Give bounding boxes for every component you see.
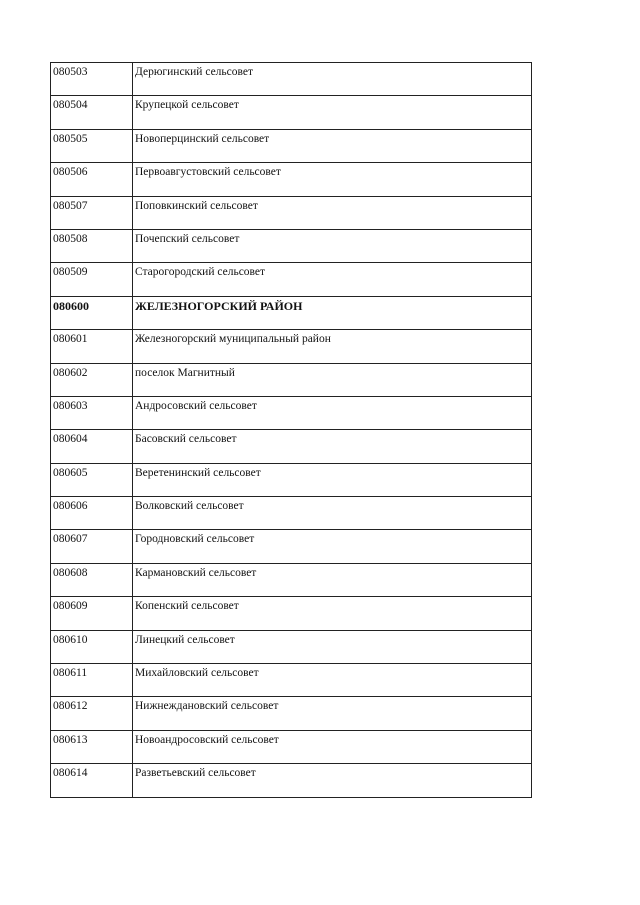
- name-cell: ЖЕЛЕЗНОГОРСКИЙ РАЙОН: [133, 296, 532, 329]
- name-cell: Басовский сельсовет: [133, 430, 532, 463]
- code-cell: 080505: [51, 129, 133, 162]
- table-row: [51, 396, 532, 429]
- code-cell: 080612: [51, 697, 133, 730]
- district-header-row: [51, 296, 532, 329]
- code-cell: 080601: [51, 330, 133, 363]
- table-row: [51, 530, 532, 563]
- table-row: [51, 63, 532, 96]
- table-row: [51, 163, 532, 196]
- code-cell: 080613: [51, 730, 133, 763]
- name-cell: Новоандросовский сельсовет: [133, 730, 532, 763]
- code-cell: 080606: [51, 497, 133, 530]
- code-cell: 080503: [51, 63, 133, 96]
- code-cell: 080608: [51, 563, 133, 596]
- table-row: [51, 764, 532, 797]
- code-cell: 080509: [51, 263, 133, 296]
- name-cell: Железногорский муниципальный район: [133, 330, 532, 363]
- table-row: [51, 664, 532, 697]
- code-cell: 080507: [51, 196, 133, 229]
- name-cell: Копенский сельсовет: [133, 597, 532, 630]
- table-row: [51, 563, 532, 596]
- code-cell: 080508: [51, 229, 133, 262]
- name-cell: Нижнеждановский сельсовет: [133, 697, 532, 730]
- table-row: [51, 697, 532, 730]
- table-row: [51, 363, 532, 396]
- table-row: [51, 229, 532, 262]
- name-cell: Старогородский сельсовет: [133, 263, 532, 296]
- table-row: [51, 630, 532, 663]
- code-cell: 080602: [51, 363, 133, 396]
- name-cell: Крупецкой сельсовет: [133, 96, 532, 129]
- name-cell: Волковский сельсовет: [133, 497, 532, 530]
- code-cell: 080604: [51, 430, 133, 463]
- code-cell: 080506: [51, 163, 133, 196]
- name-cell: Линецкий сельсовет: [133, 630, 532, 663]
- name-cell: Разветьевский сельсовет: [133, 764, 532, 797]
- code-cell: 080610: [51, 630, 133, 663]
- name-cell: Поповкинский сельсовет: [133, 196, 532, 229]
- name-cell: Почепский сельсовет: [133, 229, 532, 262]
- code-cell: 080607: [51, 530, 133, 563]
- name-cell: Первоавгустовский сельсовет: [133, 163, 532, 196]
- table-row: [51, 96, 532, 129]
- table-row: [51, 330, 532, 363]
- table-row: [51, 196, 532, 229]
- table-row: [51, 129, 532, 162]
- code-cell: 080600: [51, 296, 133, 329]
- code-cell: 080603: [51, 396, 133, 429]
- name-cell: Новоперцинский сельсовет: [133, 129, 532, 162]
- table-row: [51, 263, 532, 296]
- name-cell: Дерюгинский сельсовет: [133, 63, 532, 96]
- table-row: [51, 597, 532, 630]
- name-cell: Городновский сельсовет: [133, 530, 532, 563]
- code-cell: 080611: [51, 664, 133, 697]
- code-cell: 080614: [51, 764, 133, 797]
- name-cell: поселок Магнитный: [133, 363, 532, 396]
- code-cell: 080609: [51, 597, 133, 630]
- name-cell: Андросовский сельсовет: [133, 396, 532, 429]
- name-cell: Михайловский сельсовет: [133, 664, 532, 697]
- code-cell: 080605: [51, 463, 133, 496]
- name-cell: Веретенинский сельсовет: [133, 463, 532, 496]
- table-row: [51, 430, 532, 463]
- code-cell: 080504: [51, 96, 133, 129]
- table-row: [51, 463, 532, 496]
- municipality-code-table: [50, 62, 532, 798]
- table-row: [51, 497, 532, 530]
- name-cell: Кармановский сельсовет: [133, 563, 532, 596]
- table-body: [51, 63, 532, 798]
- table-row: [51, 730, 532, 763]
